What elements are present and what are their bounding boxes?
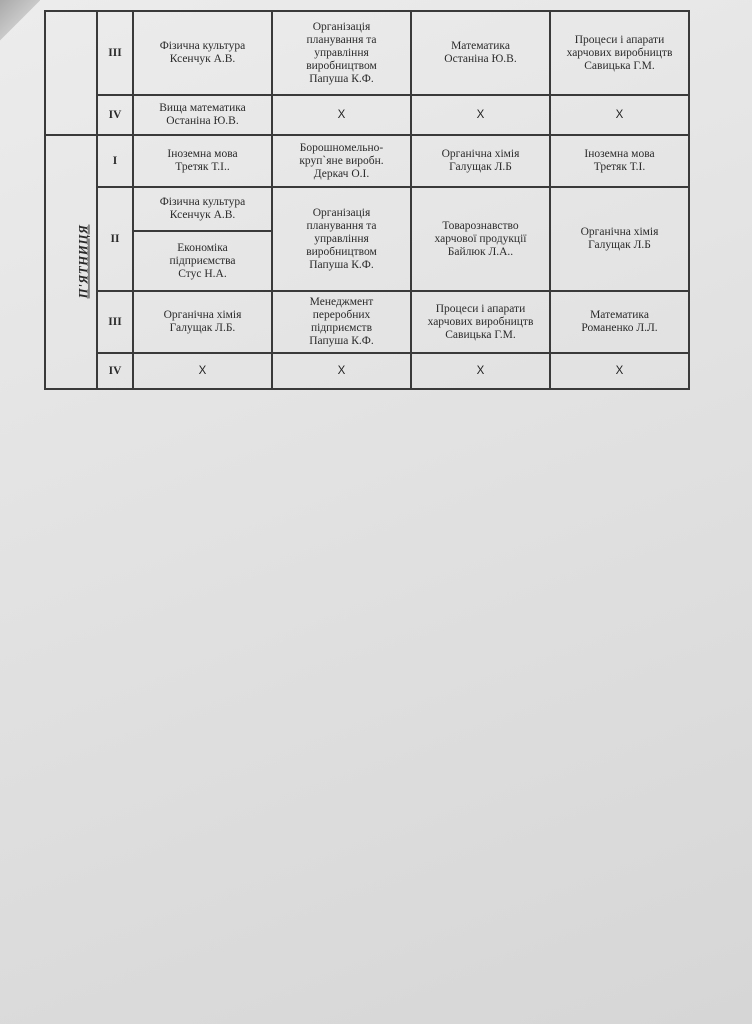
lesson-text-line: Організація bbox=[312, 20, 371, 33]
lesson-cell bbox=[411, 291, 550, 353]
lesson-text-line: підприємств bbox=[310, 322, 373, 334]
lesson-text-line: Іноземна мова bbox=[584, 148, 655, 160]
lesson-text-line: Іноземна мова bbox=[167, 148, 238, 160]
lesson-text-line: Савицька Г.М. bbox=[445, 328, 516, 341]
lesson-text-line: Третяк Т.І. bbox=[593, 161, 646, 173]
lesson-number: II bbox=[97, 187, 133, 291]
lesson-cell bbox=[133, 135, 272, 187]
lesson-text-line: Вища математика bbox=[159, 102, 246, 114]
lesson-text-line: управління bbox=[314, 232, 369, 245]
lesson-text-line: Математика bbox=[590, 309, 649, 321]
lesson-text-line: Борошномельно- bbox=[299, 141, 384, 154]
lesson-text-line: планування та bbox=[306, 33, 377, 46]
empty-slot-mark: X bbox=[550, 353, 689, 389]
lesson-text-line: Менеджмент bbox=[309, 296, 374, 308]
schedule-row bbox=[45, 95, 689, 135]
lesson-cell bbox=[411, 187, 550, 291]
lesson-text-line: Стус Н.А. bbox=[178, 267, 227, 280]
lesson-text-line: Останіна Ю.В. bbox=[444, 53, 517, 65]
lesson-text-line: Фізична культура bbox=[159, 196, 246, 208]
lesson-number: III bbox=[97, 11, 133, 95]
lesson-text-line: переробних bbox=[312, 309, 371, 321]
lesson-text-line: Організація bbox=[312, 206, 371, 219]
schedule-row bbox=[45, 135, 689, 187]
lesson-cell bbox=[411, 11, 550, 95]
lesson-text-line: Папуша К.Ф. bbox=[309, 335, 374, 347]
lesson-text-line: Галущак Л.Б bbox=[588, 239, 651, 251]
lesson-cell bbox=[550, 187, 689, 291]
paper-corner-shadow bbox=[0, 0, 40, 60]
lesson-text-line: Романенко Л.Л. bbox=[581, 322, 658, 334]
lesson-text-line: Органічна хімія bbox=[441, 148, 520, 160]
schedule-row bbox=[45, 353, 689, 389]
empty-slot-mark: X bbox=[133, 353, 272, 389]
lesson-cell bbox=[133, 95, 272, 135]
lesson-text-line: Папуша К.Ф. bbox=[309, 72, 374, 85]
schedule-row bbox=[45, 187, 689, 231]
lesson-number: IV bbox=[97, 353, 133, 389]
lesson-text-line: Ксенчук А.В. bbox=[169, 209, 236, 221]
lesson-text-line: Фізична культура bbox=[159, 40, 246, 52]
lesson-text-line: Третяк Т.І.. bbox=[175, 161, 230, 173]
lesson-text-line: Галущак Л.Б bbox=[449, 161, 512, 173]
lesson-text-line: Останіна Ю.В. bbox=[166, 115, 239, 127]
lesson-cell bbox=[550, 11, 689, 95]
lesson-cell bbox=[550, 291, 689, 353]
lesson-text-line: Савицька Г.М. bbox=[584, 59, 655, 72]
empty-slot-mark: X bbox=[550, 95, 689, 135]
lesson-cell-split-top bbox=[133, 187, 272, 231]
lesson-text-line: Математика bbox=[451, 40, 510, 52]
lesson-cell bbox=[272, 187, 411, 291]
lesson-cell bbox=[550, 135, 689, 187]
empty-slot-mark: X bbox=[272, 95, 411, 135]
schedule-table bbox=[44, 10, 690, 390]
lesson-number: IV bbox=[97, 95, 133, 135]
schedule-row bbox=[45, 291, 689, 353]
lesson-text-line: виробництвом bbox=[306, 59, 377, 72]
lesson-text-line: планування та bbox=[306, 219, 377, 232]
lesson-text-line: Деркач О.І. bbox=[313, 167, 370, 180]
empty-slot-mark: X bbox=[411, 95, 550, 135]
lesson-cell bbox=[272, 135, 411, 187]
lesson-number: III bbox=[97, 291, 133, 353]
lesson-text-line: харчової продукції bbox=[434, 232, 527, 245]
lesson-text-line: Папуша К.Ф. bbox=[309, 258, 374, 271]
empty-slot-mark: X bbox=[411, 353, 550, 389]
lesson-text-line: підприємства bbox=[169, 254, 236, 267]
lesson-cell bbox=[272, 11, 411, 95]
lesson-text-line: круп`яне виробн. bbox=[299, 154, 384, 167]
lesson-cell bbox=[411, 135, 550, 187]
lesson-cell bbox=[272, 291, 411, 353]
lesson-text-line: Ксенчук А.В. bbox=[169, 53, 236, 65]
day-label: П'ЯТНИЦЯ bbox=[75, 224, 91, 298]
lesson-cell-split-bottom bbox=[133, 231, 272, 291]
lesson-text-line: Процеси і апарати bbox=[574, 33, 665, 46]
lesson-cell bbox=[133, 11, 272, 95]
lesson-text-line: Органічна хімія bbox=[580, 226, 659, 238]
day-cell-friday bbox=[45, 135, 97, 389]
lesson-text-line: харчових виробництв bbox=[427, 315, 534, 328]
lesson-text-line: Процеси і апарати bbox=[435, 302, 526, 315]
lesson-text-line: управління bbox=[314, 46, 369, 59]
lesson-text-line: виробництвом bbox=[306, 245, 377, 258]
lesson-text-line: харчових виробництв bbox=[566, 46, 673, 59]
day-cell-previous bbox=[45, 11, 97, 135]
lesson-text-line: Байлюк Л.А.. bbox=[447, 245, 514, 258]
lesson-text-line: Галущак Л.Б. bbox=[169, 322, 236, 334]
lesson-number: I bbox=[97, 135, 133, 187]
lesson-text-line: Товарознавство bbox=[442, 219, 519, 232]
lesson-cell bbox=[133, 291, 272, 353]
lesson-text-line: Економіка bbox=[177, 241, 228, 254]
empty-slot-mark: X bbox=[272, 353, 411, 389]
schedule-row bbox=[45, 11, 689, 95]
schedule-sheet bbox=[44, 10, 688, 398]
lesson-text-line: Органічна хімія bbox=[163, 309, 242, 321]
